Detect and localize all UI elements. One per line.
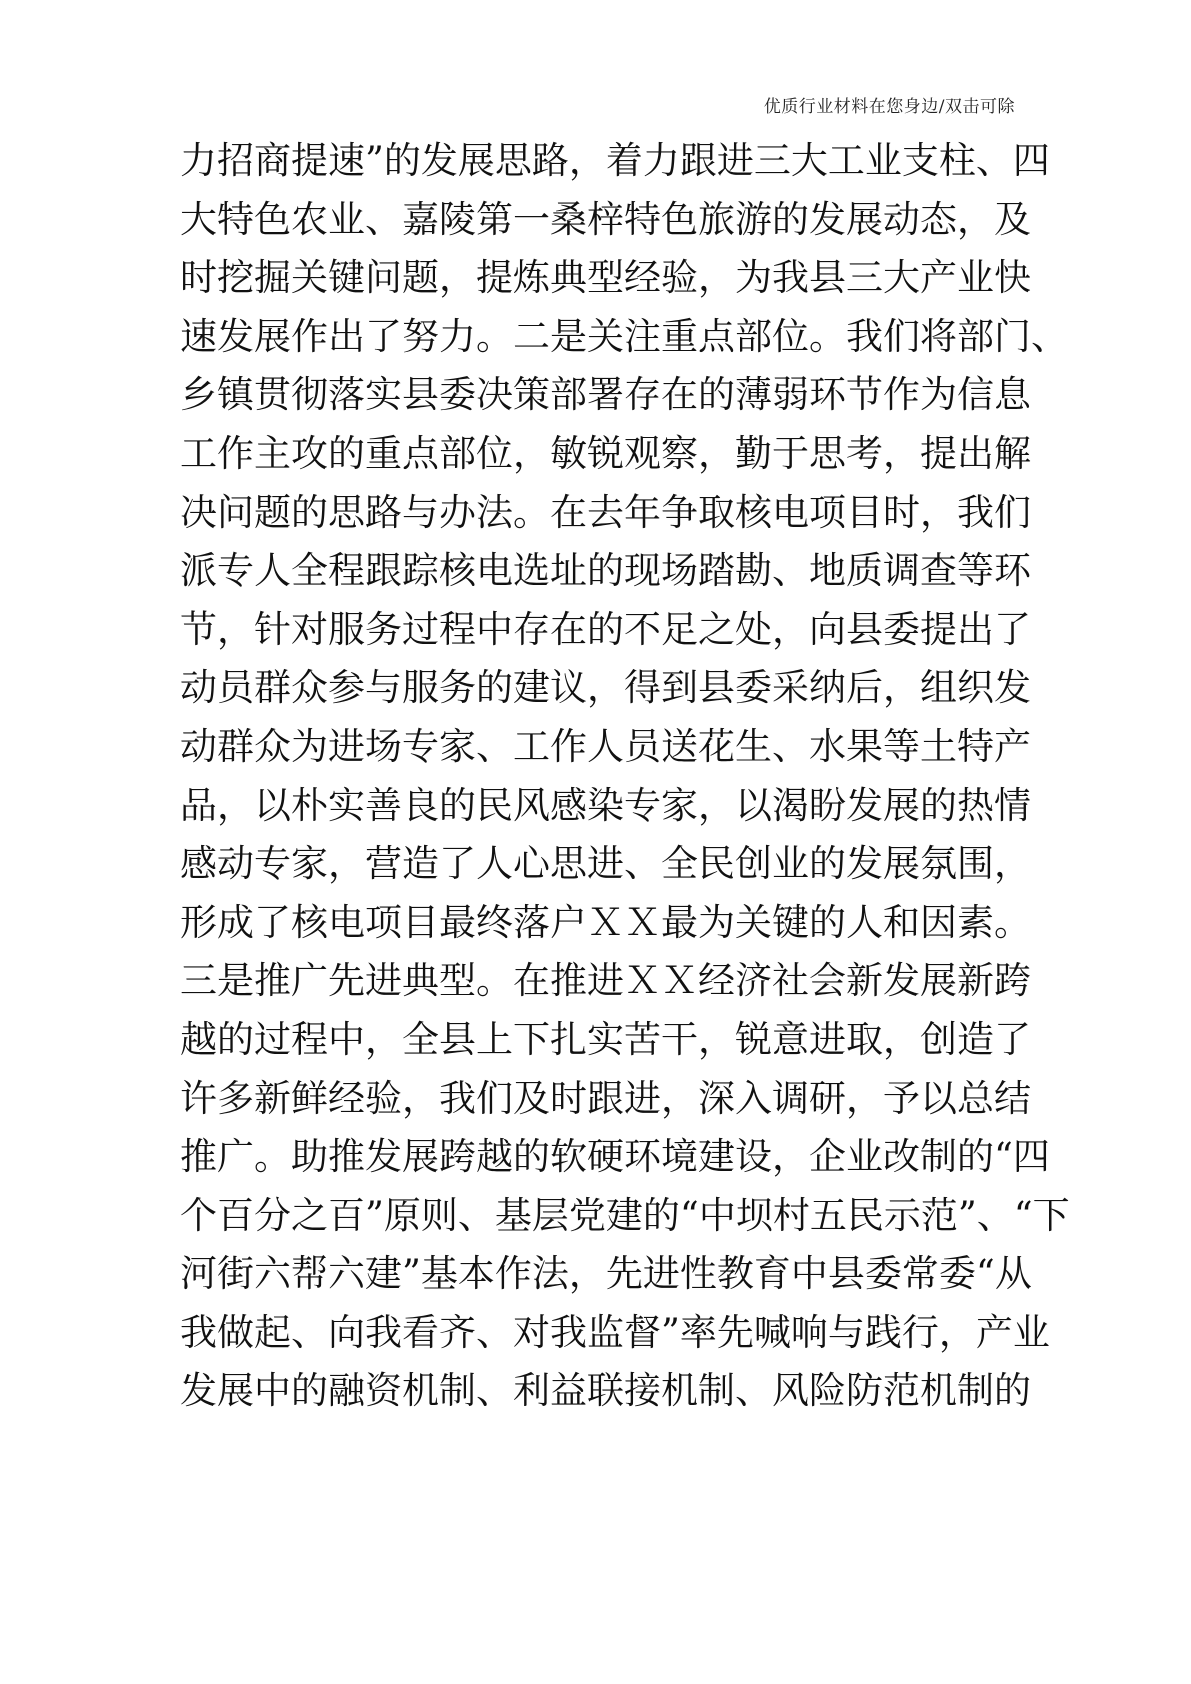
text-line: 推广。助推发展跨越的软硬环境建设，企业改制的“四 (180, 1135, 1050, 1179)
text-line: 河街六帮六建”基本作法，先进性教育中县委常委“从 (180, 1252, 1032, 1296)
text-line: 发展中的融资机制、利益联接机制、风险防范机制的 (180, 1369, 1031, 1413)
text-line: 乡镇贯彻落实县委决策部署存在的薄弱环节作为信息 (180, 373, 1031, 417)
text-line: 派专人全程跟踪核电选址的现场踏勘、地质调查等环 (180, 549, 1031, 593)
text-line: 个百分之百”原则、基层党建的“中坝村五民示范”、“下 (180, 1193, 1070, 1237)
text-line: 力招商提速”的发展思路，着力跟进三大工业支柱、四 (180, 139, 1050, 182)
text-line: 感动专家，营造了人心思进、全民创业的发展氛围， (180, 842, 1031, 886)
text-line: 速发展作出了努力。二是关注重点部位。我们将部门、 (180, 314, 1068, 358)
text-line: 节，针对服务过程中存在的不足之处，向县委提出了 (180, 607, 1031, 651)
text-line: 品，以朴实善良的民风感染专家，以渴盼发展的热情 (180, 783, 1031, 827)
text-line: 许多新鲜经验，我们及时跟进，深入调研，予以总结 (180, 1076, 1031, 1120)
text-line: 动群众为进场专家、工作人员送花生、水果等土特产 (180, 724, 1031, 768)
text-line: 三是推广先进典型。在推进ＸＸ经济社会新发展新跨 (180, 959, 1031, 1003)
text-line: 决问题的思路与办法。在去年争取核电项目时，我们 (180, 490, 1031, 534)
text-line: 越的过程中，全县上下扎实苦干，锐意进取，创造了 (180, 1017, 1031, 1061)
body-text (180, 132, 1070, 1421)
text-line: 时挖掘关键问题，提炼典型经验，为我县三大产业快 (180, 256, 1031, 300)
text-line: 大特色农业、嘉陵第一桑梓特色旅游的发展动态，及 (180, 197, 1031, 241)
text-line: 工作主攻的重点部位，敏锐观察，勤于思考，提出解 (180, 431, 1031, 475)
text-line: 形成了核电项目最终落户ＸＸ最为关键的人和因素。 (180, 900, 1031, 944)
text-line: 我做起、向我看齐、对我监督”率先喊响与践行，产业 (180, 1310, 1050, 1354)
text-line: 动员群众参与服务的建议，得到县委采纳后，组织发 (180, 666, 1031, 710)
header-note: 优质行业材料在您身边/双击可除 (763, 97, 1015, 117)
